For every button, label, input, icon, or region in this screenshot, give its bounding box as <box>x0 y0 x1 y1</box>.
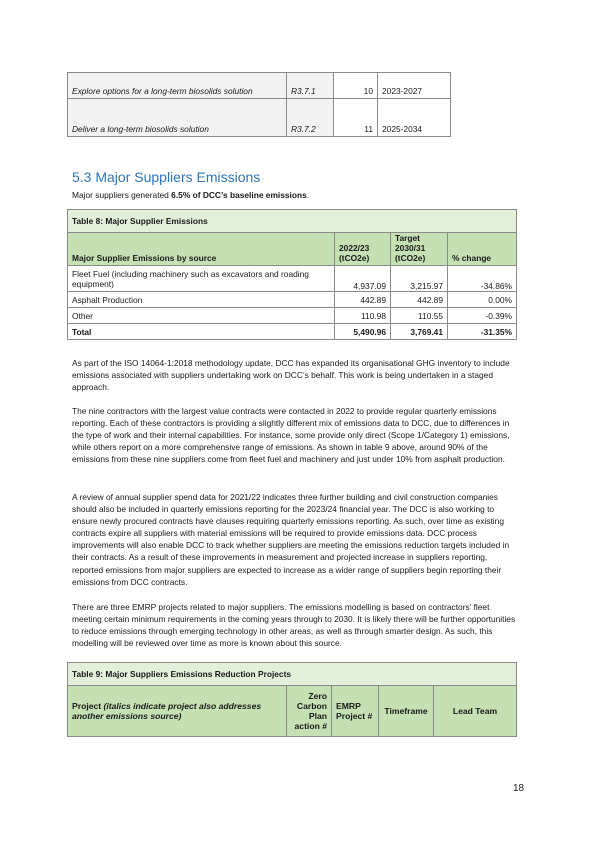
table-row <box>68 73 451 99</box>
header-project-note: (italics indicate project also addresses another emissions source) <box>72 701 262 721</box>
change-cell: -0.39% <box>448 308 517 324</box>
table-caption: Table 8: Major Supplier Emissions <box>68 210 517 233</box>
reduction-projects-table <box>67 662 517 737</box>
header-timeframe: Timeframe <box>379 686 434 737</box>
intro-highlight: 6.5% of DCC’s baseline emissions <box>171 190 307 200</box>
total-change: -31.35% <box>448 324 517 340</box>
table-caption: Table 9: Major Suppliers Emissions Reduction Projects <box>68 663 517 686</box>
page-number: 18 <box>513 783 525 794</box>
table-row <box>68 308 517 324</box>
header-baseline: 2022/23 (tCO2e) <box>335 233 391 266</box>
header-emrp-project: EMRP Project # <box>332 686 379 737</box>
intro-text: Major suppliers generated <box>72 190 172 200</box>
source-cell: Other <box>68 308 335 324</box>
table-header-row <box>68 686 517 737</box>
table-row <box>68 292 517 308</box>
target-cell: 3,215.97 <box>391 266 448 292</box>
project-cell: Explore options for a long-term biosolids solution <box>68 73 287 99</box>
change-cell: 0.00% <box>448 292 517 308</box>
table-row <box>68 99 451 137</box>
header-change: % change <box>448 233 517 266</box>
paragraph-supplier-review: A review of annual supplier spend data for 2021/22 indicates three further building and civil construction companies should also be included in quarterly emissions reporting for the 2023/24 financial year. The DCC is also working to ensure newly procured contracts have clauses requiring quarterly emissions reporting. As such, over time as existing contracts expire all suppliers with material emissions will be required to provide emissions data. DCC process improvements will also enable DCC to track whether suppliers are meeting the emissions reduction targets included in their contracts. As a result of these improvements in measurement and projected increase in suppliers reporting, reported emissions from major suppliers are expected to increase as a wider range of suppliers begin reporting their emissions from DCC contracts. <box>72 492 510 587</box>
header-zero-carbon-plan: Zero Carbon Plan action # <box>287 686 332 737</box>
supplier-emissions-table <box>67 209 517 340</box>
table-caption-row <box>68 663 517 686</box>
baseline-cell: 4,937.09 <box>335 266 391 292</box>
header-lead-team: Lead Team <box>434 686 517 737</box>
ref-cell: R3.7.1 <box>287 73 334 99</box>
previous-projects-table <box>67 72 451 137</box>
intro-end: . <box>306 190 310 200</box>
timeframe-cell: 2023-2027 <box>378 73 451 99</box>
number-cell: 10 <box>334 73 378 99</box>
ref-cell: R3.7.2 <box>287 99 334 137</box>
baseline-cell: 442.89 <box>335 292 391 308</box>
header-target: Target 2030/31 (tCO2e) <box>391 233 448 266</box>
table-header-row <box>68 233 517 266</box>
total-label: Total <box>68 324 335 340</box>
table-row <box>68 266 517 292</box>
project-cell: Deliver a long-term biosolids solution <box>68 99 287 137</box>
timeframe-cell: 2025-2034 <box>378 99 451 137</box>
paragraph-iso-methodology: As part of the ISO 14064-1:2018 methodology update, DCC has expanded its organisational GHG inventory to include emissions associated with suppliers undertaking work on DCC’s behalf. This work is being undertaken in a staged approach. <box>72 358 510 393</box>
target-cell: 110.55 <box>391 308 448 324</box>
header-project-label: Project <box>72 701 104 711</box>
header-source: Major Supplier Emissions by source <box>68 233 335 266</box>
number-cell: 11 <box>334 99 378 137</box>
total-baseline: 5,490.96 <box>335 324 391 340</box>
section-intro <box>72 190 309 200</box>
paragraph-nine-contractors: The nine contractors with the largest value contracts were contacted in 2022 to provide regular quarterly emissions reporting. Each of these contractors is providing a slightly different mix of emissions data to DCC, due to differences in the type of work and their internal capabilities. For instance, some provide only direct (Scope 1/Category 1) emissions, while others report on a more comprehensive range of emissions. As shown in table 9 above, around 90% of the emissions from these nine suppliers come from fleet fuel and machinery and just under 10% from asphalt production. <box>72 406 510 465</box>
source-cell: Fleet Fuel (including machinery such as excavators and roading equipment) <box>68 266 335 292</box>
source-cell: Asphalt Production <box>68 292 335 308</box>
paragraph-emrp-projects: There are three EMRP projects related to major suppliers. The emissions modelling is based on contractors’ fleet meeting certain minimum requirements in the coming years through to 2030. It is likely there will be further opportunities to reduce emissions through emerging technology in other areas, as well as through smarter design. As such, this modelling will be reviewed over time as more is known about this source. <box>72 602 516 649</box>
total-target: 3,769.41 <box>391 324 448 340</box>
section-heading: 5.3 Major Suppliers Emissions <box>72 169 261 185</box>
table-caption-row <box>68 210 517 233</box>
target-cell: 442.89 <box>391 292 448 308</box>
header-project <box>68 686 287 737</box>
change-cell: -34.86% <box>448 266 517 292</box>
table-total-row <box>68 324 517 340</box>
baseline-cell: 110.98 <box>335 308 391 324</box>
